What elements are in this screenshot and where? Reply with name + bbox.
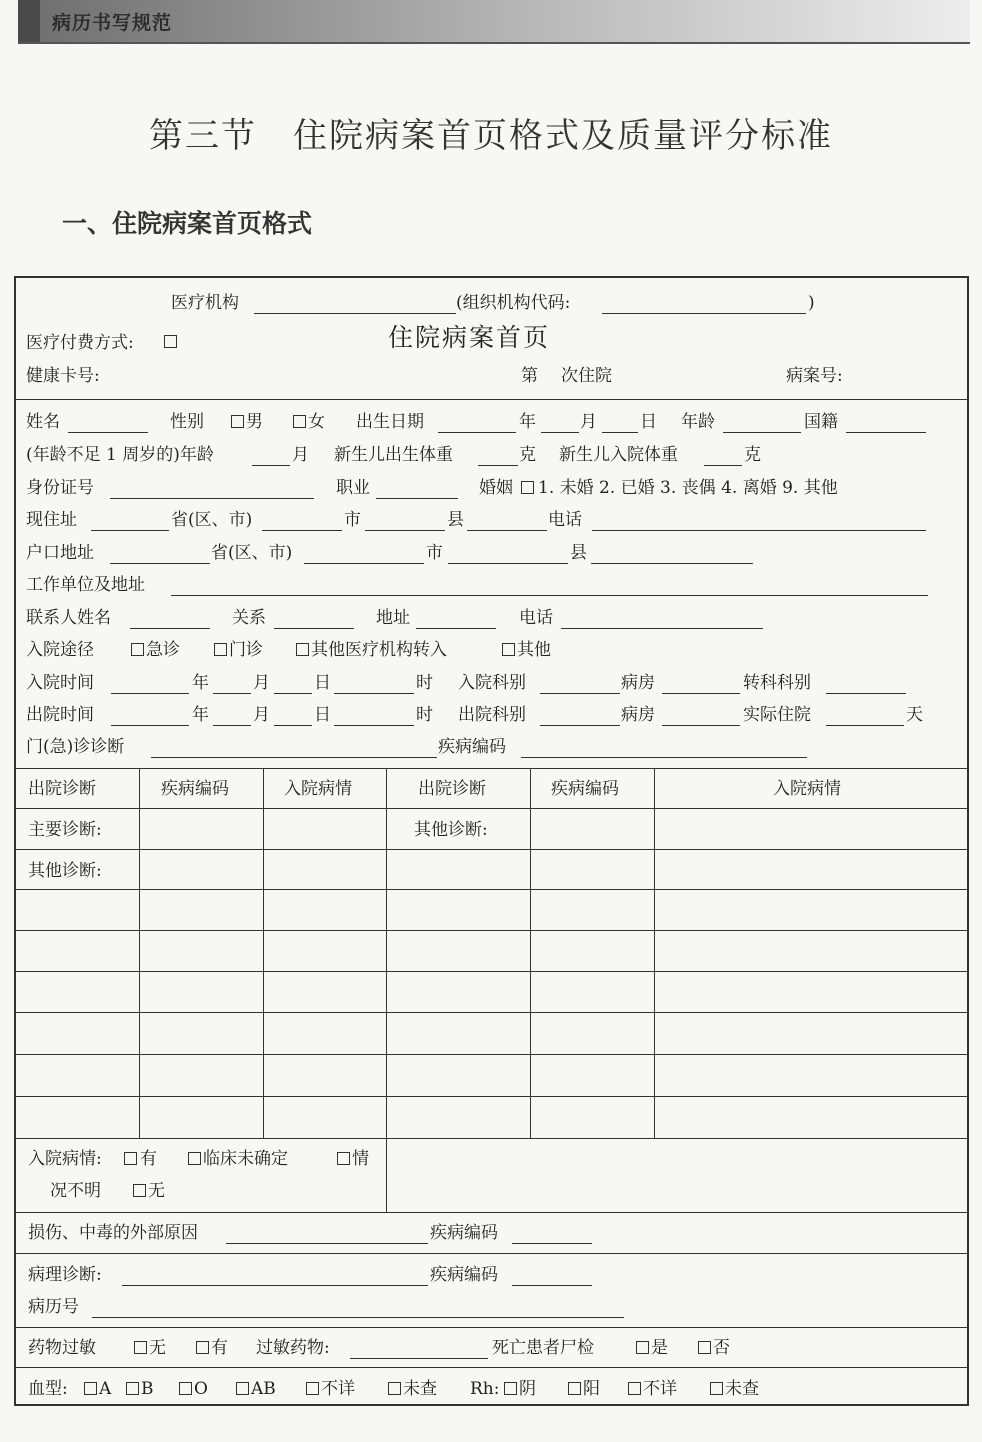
admission-count-prefix: 第 <box>521 366 538 386</box>
condition-unknown-label: 情 <box>352 1149 369 1169</box>
admission-count-suffix: 次住院 <box>561 366 612 386</box>
female-label: 女 <box>308 412 325 432</box>
days-label: 天 <box>906 705 923 725</box>
male-label: 男 <box>246 412 263 432</box>
condition-unknown[interactable] <box>337 1149 369 1169</box>
id-no-label: 身份证号 <box>26 478 94 498</box>
household-county-field[interactable] <box>448 563 568 564</box>
condition-unclear[interactable] <box>188 1149 288 1169</box>
discharge-day-label: 日 <box>314 705 331 725</box>
occupation-field[interactable] <box>376 498 458 499</box>
gram-label-2: 克 <box>744 445 761 465</box>
divider <box>16 1212 967 1213</box>
allergy-no-checkbox[interactable] <box>134 1341 147 1354</box>
county-label-2: 县 <box>570 543 587 563</box>
nationality-field[interactable] <box>846 432 926 433</box>
transfer-dept-field[interactable] <box>826 693 906 694</box>
outpatient-dx-field[interactable] <box>151 757 437 758</box>
relation-field[interactable] <box>274 628 354 629</box>
gender-female[interactable] <box>293 412 325 432</box>
discharge-year-label: 年 <box>192 705 209 725</box>
rh-negative-label: 阴 <box>519 1379 536 1399</box>
discharge-month-field[interactable] <box>213 725 251 726</box>
autopsy-yes[interactable] <box>636 1338 668 1358</box>
allergy-yes[interactable] <box>196 1338 228 1358</box>
divider <box>16 768 967 769</box>
route-other-checkbox[interactable] <box>502 643 515 656</box>
route-emergency-checkbox[interactable] <box>131 643 144 656</box>
allergy-drug-label: 过敏药物: <box>256 1338 330 1358</box>
blood-ab-label: AB <box>251 1379 276 1399</box>
condition-unknown-checkbox[interactable] <box>337 1152 350 1165</box>
blood-ab-checkbox[interactable] <box>236 1382 249 1395</box>
table-header-code-1: 疾病编码 <box>161 779 229 799</box>
current-phone-field[interactable] <box>592 530 926 531</box>
birth-day-field[interactable] <box>602 432 638 433</box>
admit-hour-field[interactable] <box>334 693 414 694</box>
case-no-label: 病案号: <box>786 366 843 386</box>
injury-code-field[interactable] <box>512 1243 592 1244</box>
table-row-line <box>16 930 967 931</box>
county-label: 县 <box>447 510 464 530</box>
household-addr-label: 户口地址 <box>26 543 94 563</box>
pathology-code-label: 疾病编码 <box>430 1265 498 1285</box>
blood-o-checkbox[interactable] <box>179 1382 192 1395</box>
marriage-options: 1. 未婚 2. 已婚 3. 丧偶 4. 离婚 9. 其他 <box>538 478 838 498</box>
transfer-dept-label: 转科科别 <box>743 673 811 693</box>
age-label: 年龄 <box>681 412 715 432</box>
condition-yes-label: 有 <box>140 1149 157 1169</box>
blood-unknown-label: 不详 <box>321 1379 355 1399</box>
name-field[interactable] <box>68 432 148 433</box>
table-header-discharge-dx-2: 出院诊断 <box>418 779 486 799</box>
contact-name-label: 联系人姓名 <box>26 608 111 628</box>
infant-month-label: 月 <box>292 445 309 465</box>
pathology-dx-label: 病理诊断: <box>28 1265 102 1285</box>
discharge-time-label: 出院时间 <box>26 705 94 725</box>
admit-hour-label: 时 <box>416 673 433 693</box>
allergy-no[interactable] <box>134 1338 166 1358</box>
blood-type-label: 血型: <box>28 1379 68 1399</box>
allergy-no-label: 无 <box>149 1338 166 1358</box>
table-row-line <box>16 1096 967 1097</box>
infant-age-field[interactable] <box>252 465 290 466</box>
org-code-field[interactable] <box>602 313 806 314</box>
autopsy-yes-checkbox[interactable] <box>636 1341 649 1354</box>
table-row-line <box>16 1138 967 1139</box>
birth-month-label: 月 <box>580 412 597 432</box>
route-emergency[interactable] <box>131 640 180 660</box>
discharge-ward-field[interactable] <box>662 725 740 726</box>
infant-age-label: (年龄不足 1 周岁的)年龄 <box>26 445 214 465</box>
birth-month-field[interactable] <box>541 432 579 433</box>
payment-checkbox[interactable] <box>164 335 177 348</box>
blood-o-label: O <box>194 1379 208 1399</box>
route-transfer-label: 其他医疗机构转入 <box>311 640 447 660</box>
male-checkbox[interactable] <box>231 415 244 428</box>
autopsy-no-label: 否 <box>713 1338 730 1358</box>
divider <box>16 399 967 400</box>
table-row-line <box>16 849 967 850</box>
contact-phone-label: 电话 <box>519 608 553 628</box>
header-accent <box>18 0 40 42</box>
household-province-field[interactable] <box>110 563 210 564</box>
contact-name-field[interactable] <box>130 628 210 629</box>
discharge-day-field[interactable] <box>274 725 312 726</box>
gender-male[interactable] <box>231 412 263 432</box>
work-unit-label: 工作单位及地址 <box>26 575 145 595</box>
injury-cause-label: 损伤、中毒的外部原因 <box>28 1223 198 1243</box>
birth-year-field[interactable] <box>438 432 516 433</box>
institution-label: 医疗机构 <box>171 293 239 313</box>
blood-a-label: A <box>99 1379 112 1399</box>
org-code-label: (组织机构代码: <box>456 293 571 313</box>
contact-phone-field[interactable] <box>561 628 763 629</box>
condition-no-label: 无 <box>148 1181 165 1201</box>
pathology-no-field[interactable] <box>92 1317 624 1318</box>
autopsy-no[interactable] <box>698 1338 730 1358</box>
form-title: 住院病案首页 <box>388 323 551 352</box>
admit-ward-field[interactable] <box>662 693 740 694</box>
work-unit-field[interactable] <box>171 595 928 596</box>
contact-address-field[interactable] <box>416 628 496 629</box>
birth-weight-field[interactable] <box>478 465 518 466</box>
table-row-line <box>16 971 967 972</box>
admit-year-field[interactable] <box>111 693 189 694</box>
route-outpatient-checkbox[interactable] <box>214 643 227 656</box>
condition-no-checkbox[interactable] <box>133 1184 146 1197</box>
actual-stay-label: 实际住院 <box>743 705 811 725</box>
table-header-code-2: 疾病编码 <box>551 779 619 799</box>
blood-ab[interactable] <box>236 1379 276 1399</box>
gender-label: 性别 <box>170 412 204 432</box>
table-col-line <box>386 768 387 1212</box>
birth-day-label: 日 <box>640 412 657 432</box>
pathology-dx-field[interactable] <box>122 1285 428 1286</box>
household-city-field[interactable] <box>304 563 424 564</box>
rh-positive[interactable] <box>568 1379 600 1399</box>
medical-record-form <box>14 276 969 1406</box>
allergy-yes-checkbox[interactable] <box>196 1341 209 1354</box>
city-label: 市 <box>344 510 361 530</box>
route-transfer[interactable] <box>296 640 447 660</box>
admit-dept-label: 入院科别 <box>458 673 526 693</box>
discharge-hour-label: 时 <box>416 705 433 725</box>
main-dx-label: 主要诊断: <box>28 820 102 840</box>
admit-day-field[interactable] <box>274 693 312 694</box>
admit-weight-field[interactable] <box>704 465 742 466</box>
blood-unknown[interactable] <box>306 1379 355 1399</box>
occupation-label: 职业 <box>336 478 370 498</box>
table-row-line <box>16 1054 967 1055</box>
household-detail-field[interactable] <box>591 563 753 564</box>
page-title: 第三节 住院病案首页格式及质量评分标准 <box>149 116 833 156</box>
city-label-2: 市 <box>426 543 443 563</box>
current-province-field[interactable] <box>91 530 169 531</box>
rh-unchecked[interactable] <box>710 1379 759 1399</box>
route-emergency-label: 急诊 <box>146 640 180 660</box>
current-addr-label: 现住址 <box>26 510 77 530</box>
table-col-line <box>530 768 531 1138</box>
name-label: 姓名 <box>26 412 60 432</box>
birth-weight-label: 新生儿出生体重 <box>334 445 453 465</box>
current-county-field[interactable] <box>365 530 445 531</box>
route-other[interactable] <box>502 640 551 660</box>
other-dx-label: 其他诊断: <box>28 861 102 881</box>
rh-unknown-label: 不详 <box>643 1379 677 1399</box>
condition-no[interactable] <box>133 1181 165 1201</box>
table-header-condition-1: 入院病情 <box>284 779 352 799</box>
age-field[interactable] <box>723 432 801 433</box>
blood-o[interactable] <box>179 1379 208 1399</box>
current-city-field[interactable] <box>262 530 342 531</box>
section-heading: 一、住院病案首页格式 <box>62 209 313 238</box>
book-header <box>18 0 970 44</box>
female-checkbox[interactable] <box>293 415 306 428</box>
relation-label: 关系 <box>232 608 266 628</box>
discharge-dept-field[interactable] <box>540 725 620 726</box>
discharge-ward-label: 病房 <box>621 705 655 725</box>
discharge-month-label: 月 <box>253 705 270 725</box>
table-col-line <box>139 768 140 1138</box>
province-label-2: 省(区、市) <box>211 543 293 563</box>
actual-stay-field[interactable] <box>826 725 904 726</box>
table-col-line <box>263 768 264 1138</box>
rh-unchecked-label: 未查 <box>725 1379 759 1399</box>
table-row-line <box>16 889 967 890</box>
autopsy-label: 死亡患者尸检 <box>492 1338 594 1358</box>
other-dx-right-label: 其他诊断: <box>414 820 488 840</box>
rh-positive-checkbox[interactable] <box>568 1382 581 1395</box>
admit-weight-label: 新生儿入院体重 <box>559 445 678 465</box>
birth-date-label: 出生日期 <box>356 412 424 432</box>
blood-unknown-checkbox[interactable] <box>306 1382 319 1395</box>
table-row-line <box>16 1012 967 1013</box>
marriage-label: 婚姻 <box>479 478 513 498</box>
blood-unchecked-checkbox[interactable] <box>388 1382 401 1395</box>
payment-label: 医疗付费方式: <box>26 333 134 353</box>
birth-year-label: 年 <box>519 412 536 432</box>
blood-a[interactable] <box>84 1379 111 1399</box>
gram-label-1: 克 <box>519 445 536 465</box>
admit-time-label: 入院时间 <box>26 673 94 693</box>
blood-a-checkbox[interactable] <box>84 1382 97 1395</box>
discharge-dept-label: 出院科别 <box>458 705 526 725</box>
blood-unchecked[interactable] <box>388 1379 437 1399</box>
divider <box>16 1367 967 1368</box>
divider <box>16 1327 967 1328</box>
rh-negative[interactable] <box>504 1379 536 1399</box>
discharge-year-field[interactable] <box>111 725 189 726</box>
rh-unknown-checkbox[interactable] <box>628 1382 641 1395</box>
org-code-close: ) <box>808 293 815 313</box>
condition-unclear-checkbox[interactable] <box>188 1152 201 1165</box>
admission-condition-label: 入院病情: <box>28 1149 102 1169</box>
blood-b-label: B <box>141 1379 154 1399</box>
condition-unclear-label: 临床未确定 <box>203 1149 288 1169</box>
route-other-label: 其他 <box>517 640 551 660</box>
blood-unchecked-label: 未查 <box>403 1379 437 1399</box>
province-label: 省(区、市) <box>171 510 253 530</box>
phone-label: 电话 <box>548 510 582 530</box>
marriage-checkbox[interactable] <box>521 481 534 494</box>
current-detail-field[interactable] <box>467 530 547 531</box>
outpatient-code-label: 疾病编码 <box>438 737 506 757</box>
contact-address-label: 地址 <box>376 608 410 628</box>
institution-field[interactable] <box>254 313 456 314</box>
allergy-drug-field[interactable] <box>350 1358 488 1359</box>
route-outpatient-label: 门诊 <box>229 640 263 660</box>
outpatient-code-field[interactable] <box>521 757 807 758</box>
table-header-discharge-dx-1: 出院诊断 <box>28 779 96 799</box>
table-header-condition-2: 入院病情 <box>773 779 841 799</box>
admission-route-label: 入院途径 <box>26 640 94 660</box>
drug-allergy-label: 药物过敏 <box>28 1338 96 1358</box>
pathology-no-label: 病历号 <box>28 1297 79 1317</box>
admit-month-field[interactable] <box>213 693 251 694</box>
rh-label: Rh: <box>470 1379 500 1399</box>
injury-code-label: 疾病编码 <box>430 1223 498 1243</box>
divider <box>16 1253 967 1254</box>
route-transfer-checkbox[interactable] <box>296 643 309 656</box>
table-row-line <box>16 808 967 809</box>
rh-negative-checkbox[interactable] <box>504 1382 517 1395</box>
blood-b[interactable] <box>126 1379 154 1399</box>
condition-unknown-cont: 况不明 <box>50 1181 101 1201</box>
injury-cause-field[interactable] <box>226 1243 428 1244</box>
autopsy-no-checkbox[interactable] <box>698 1341 711 1354</box>
admit-dept-field[interactable] <box>540 693 620 694</box>
rh-unknown[interactable] <box>628 1379 677 1399</box>
allergy-yes-label: 有 <box>211 1338 228 1358</box>
autopsy-yes-label: 是 <box>651 1338 668 1358</box>
outpatient-dx-label: 门(急)诊诊断 <box>26 737 125 757</box>
id-no-field[interactable] <box>110 498 314 499</box>
nationality-label: 国籍 <box>804 412 838 432</box>
discharge-hour-field[interactable] <box>334 725 414 726</box>
pathology-code-field[interactable] <box>512 1285 592 1286</box>
rh-unchecked-checkbox[interactable] <box>710 1382 723 1395</box>
health-card-label: 健康卡号: <box>26 366 100 386</box>
condition-yes-checkbox[interactable] <box>124 1152 137 1165</box>
admit-ward-label: 病房 <box>621 673 655 693</box>
admit-day-label: 日 <box>314 673 331 693</box>
table-col-line <box>654 768 655 1138</box>
admit-month-label: 月 <box>253 673 270 693</box>
admit-year-label: 年 <box>192 673 209 693</box>
book-title: 病历书写规范 <box>52 12 173 34</box>
blood-b-checkbox[interactable] <box>126 1382 139 1395</box>
rh-positive-label: 阳 <box>583 1379 600 1399</box>
route-outpatient[interactable] <box>214 640 263 660</box>
